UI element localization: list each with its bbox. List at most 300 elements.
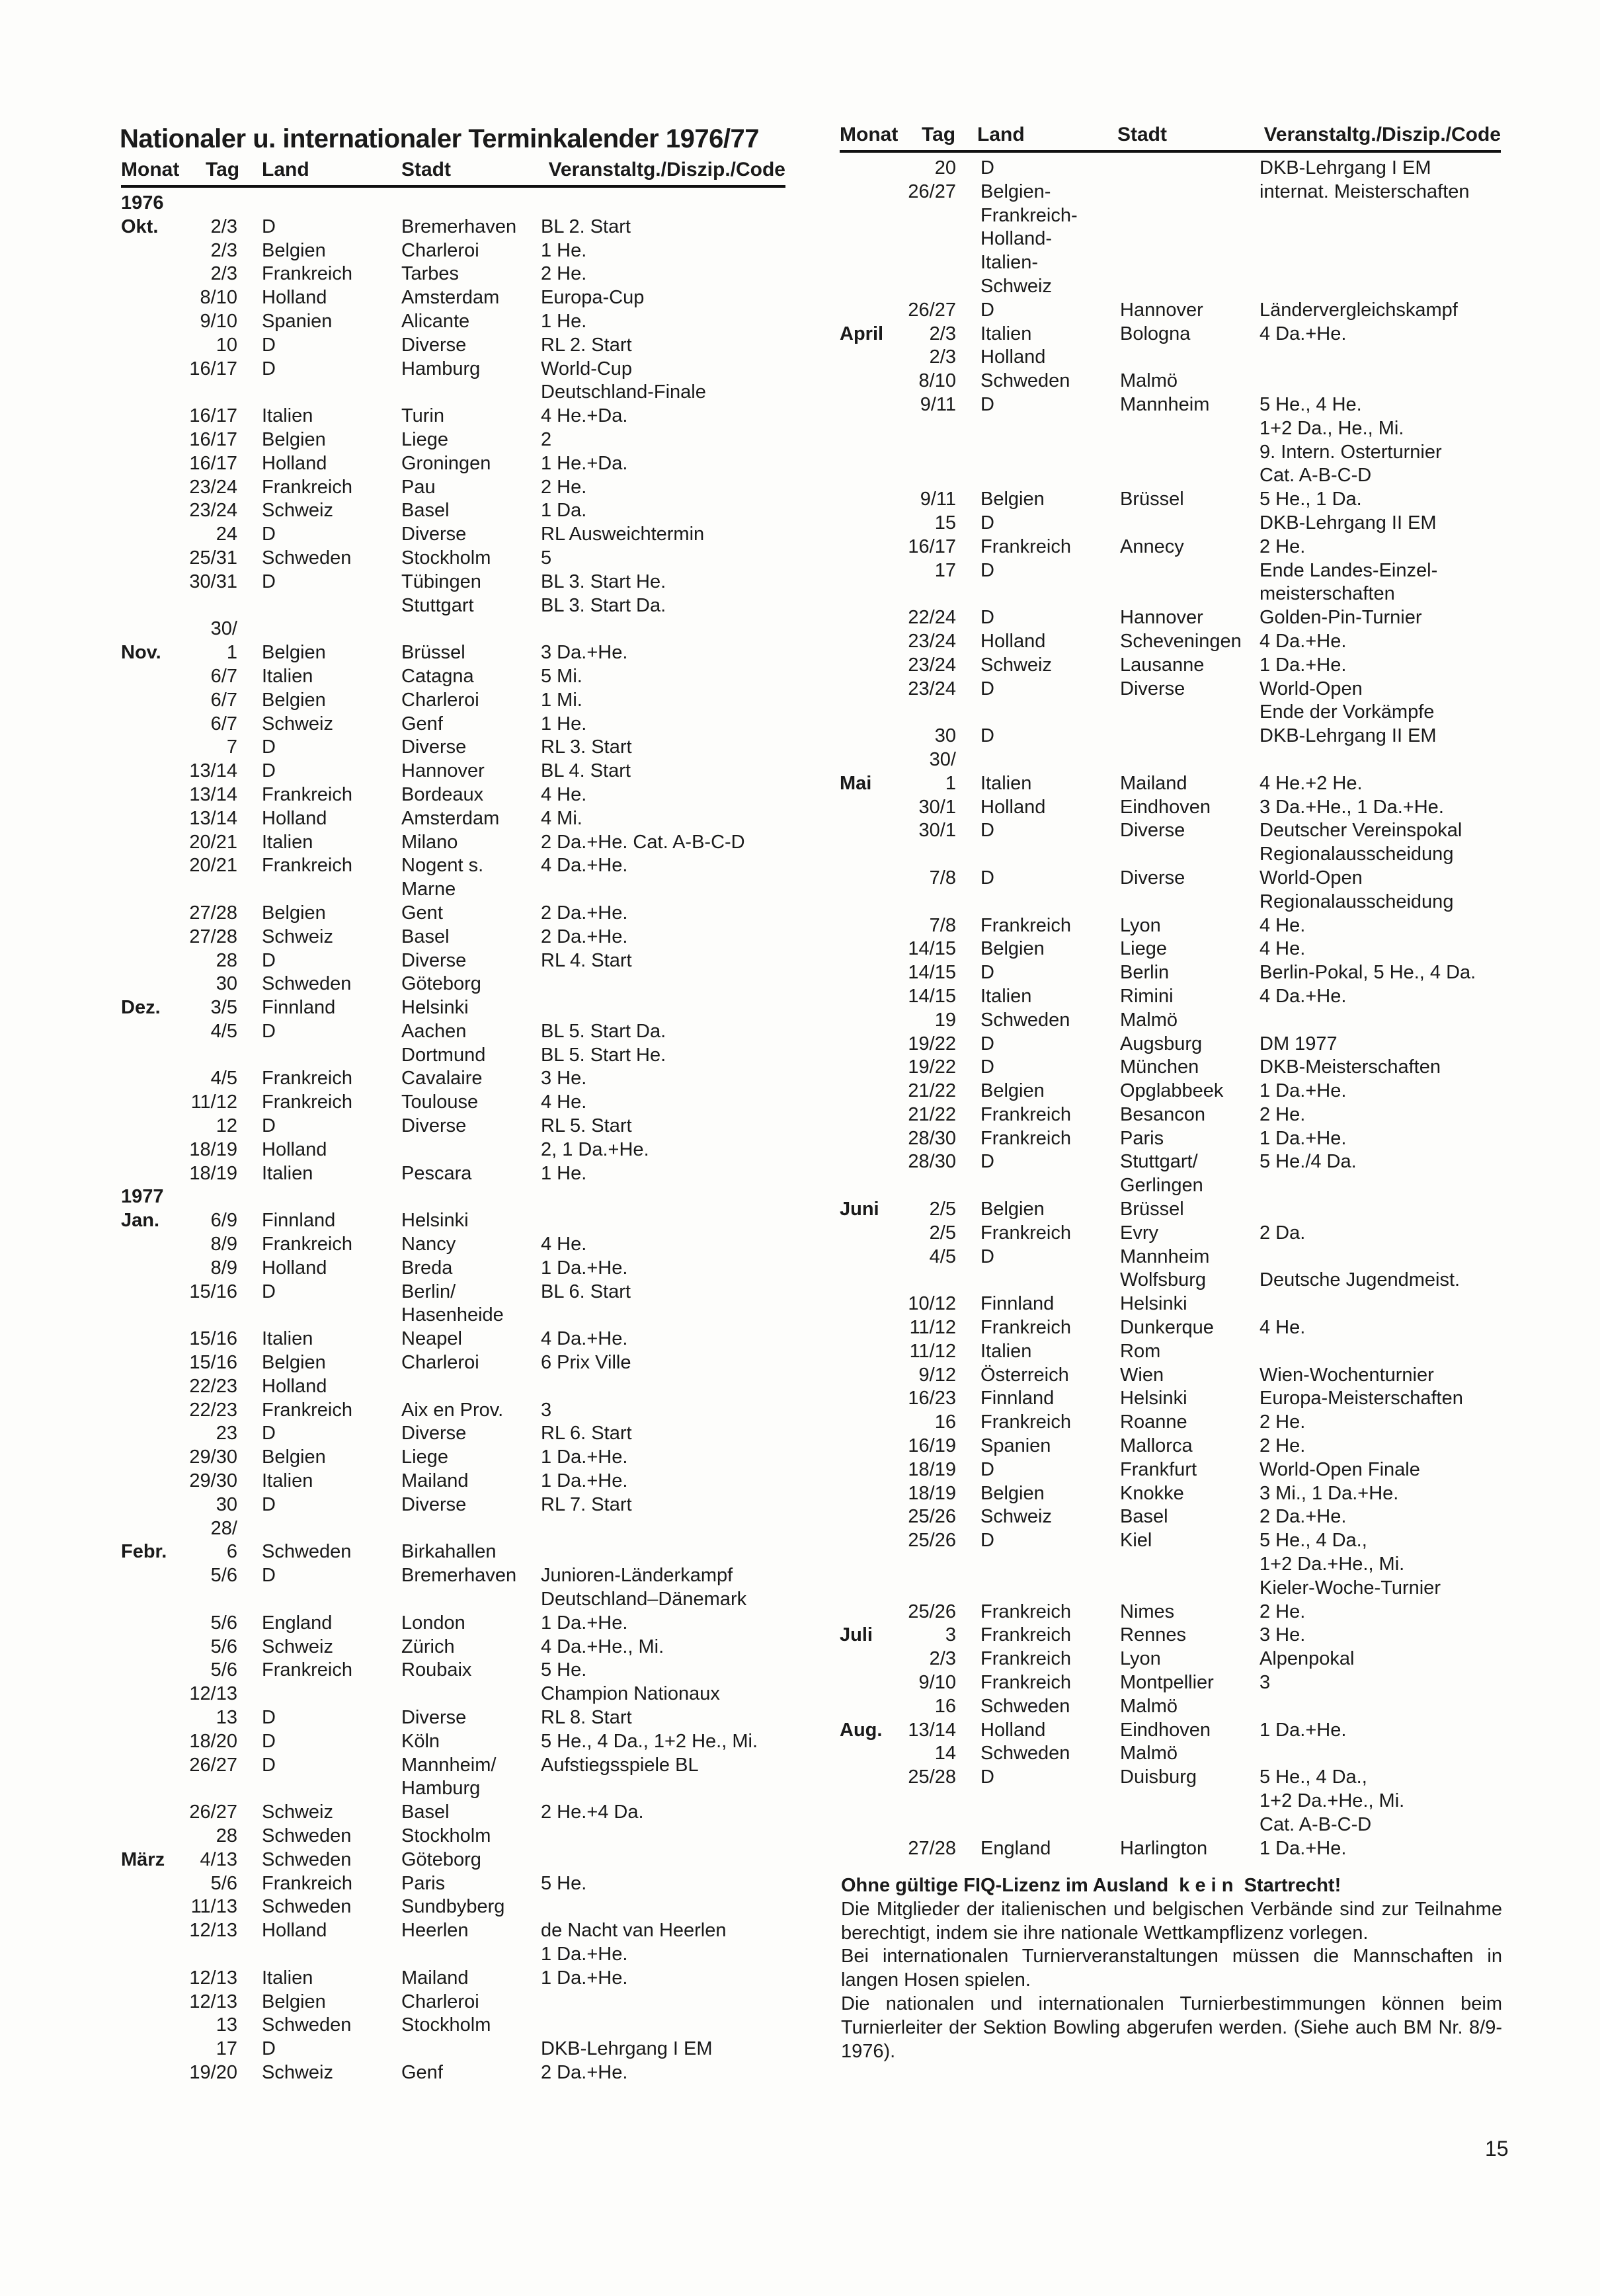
cell-veranst: de Nacht van Heerlen 1 Da.+He.	[541, 1920, 727, 1965]
calendar-row	[121, 192, 785, 216]
cell-veranst: DKB-Lehrgang II EM	[1260, 725, 1437, 747]
cell-veranst: 4 He.	[541, 1234, 587, 1255]
cell-land: Frankreich	[980, 1672, 1071, 1694]
cell-veranst: 5 Mi.	[541, 665, 582, 687]
cell-stadt: Knokke	[1120, 1482, 1184, 1504]
cell-stadt: München	[1120, 1056, 1199, 1078]
cell-tag: 4/5	[929, 1246, 956, 1267]
cell-veranst: 3	[541, 1399, 552, 1421]
cell-tag: 6/9	[210, 1210, 237, 1232]
cell-land: Schweiz	[980, 654, 1052, 676]
cell-tag: 19/20	[189, 2061, 237, 2083]
calendar-row	[121, 1754, 785, 1801]
cell-tag: 1	[226, 642, 237, 664]
cell-stadt: Liege	[401, 1446, 448, 1468]
cell-stadt: Bologna	[1120, 323, 1191, 344]
calendar-row	[840, 1340, 1501, 1364]
cell-stadt: Montpellier	[1120, 1672, 1214, 1694]
cell-stadt: Besancon	[1120, 1103, 1205, 1125]
cell-land: Belgien	[262, 902, 326, 924]
calendar-row	[840, 748, 1501, 772]
cell-stadt: Aachen Dortmund	[401, 1020, 486, 1066]
cell-veranst: 4 Da.+He.	[1260, 323, 1347, 344]
cell-tag: 25/26	[908, 1601, 956, 1622]
cell-veranst: Alpenpokal	[1260, 1648, 1355, 1670]
cell-land: D	[262, 1115, 276, 1137]
calendar-row	[840, 725, 1501, 748]
cell-veranst: Europa-Cup	[541, 287, 645, 309]
cell-veranst: 2 He.	[1260, 1435, 1306, 1457]
cell-stadt: Lyon	[1120, 1648, 1161, 1670]
cell-veranst: 2 He.	[1260, 535, 1306, 557]
cell-tag: 27/28	[908, 1837, 956, 1859]
calendar-row	[121, 2061, 785, 2085]
cell-land: Schweden	[262, 1896, 352, 1918]
cell-tag: 3/5	[210, 997, 237, 1019]
cell-monat: April	[840, 323, 884, 344]
calendar-row	[121, 1162, 785, 1186]
cell-tag: 13/14	[189, 807, 237, 829]
cell-stadt: Mannheim Wolfsburg	[1120, 1246, 1210, 1291]
cell-veranst: RL 7. Start	[541, 1493, 632, 1515]
calendar-row	[840, 157, 1501, 180]
cell-land: Schweiz	[262, 713, 333, 734]
cell-veranst: RL Ausweichtermin	[541, 524, 705, 545]
cell-land: Belgien	[262, 1991, 326, 2012]
cell-monat: März	[121, 1848, 165, 1870]
cell-land: Holland	[262, 1920, 327, 1942]
cell-tag: 16/17	[908, 535, 956, 557]
cell-land: Holland	[262, 287, 327, 309]
cell-tag: 2/5	[929, 1199, 956, 1220]
cell-land: D	[980, 607, 994, 629]
calendar-row	[840, 1364, 1501, 1388]
cell-tag: 1	[945, 772, 956, 794]
cell-veranst: 1 Da.+He.	[541, 1612, 628, 1634]
cell-tag: 20/21	[189, 831, 237, 853]
cell-stadt: Sundbyberg	[401, 1896, 505, 1918]
calendar-row	[121, 1091, 785, 1115]
cell-land: Holland	[262, 1375, 327, 1397]
cell-land: D	[980, 678, 994, 699]
cell-land: D	[262, 1281, 276, 1302]
calendar-row	[121, 1115, 785, 1138]
cell-tag: 23/24	[908, 630, 956, 652]
header-veranst: Veranstaltg./Diszip./Code	[1263, 124, 1501, 145]
cell-tag: 25/26	[908, 1530, 956, 1552]
calendar-row	[840, 819, 1501, 867]
cell-land: D	[262, 1754, 276, 1776]
cell-veranst: RL 6. Start	[541, 1423, 632, 1445]
cell-stadt: Bremerhaven	[401, 216, 517, 237]
cell-stadt: Brüssel	[1120, 489, 1184, 510]
cell-stadt: Cavalaire	[401, 1068, 483, 1089]
calendar-row	[121, 334, 785, 358]
cell-veranst: Aufstiegsspiele BL	[541, 1754, 699, 1776]
cell-tag: 10	[216, 334, 237, 356]
calendar-row	[840, 512, 1501, 535]
calendar-row	[840, 1601, 1501, 1624]
cell-veranst: 4 He.	[1260, 914, 1306, 936]
calendar-row	[121, 926, 785, 949]
cell-tag: 17	[934, 559, 956, 581]
cell-tag: 28/30	[908, 1151, 956, 1173]
cell-stadt: Mailand	[401, 1967, 469, 1989]
cell-veranst: 5 He./4 Da.	[1260, 1151, 1357, 1173]
calendar-row	[121, 1493, 785, 1517]
calendar-row	[840, 1671, 1501, 1695]
calendar-row	[121, 1517, 785, 1541]
cell-veranst: 1 Da.+He.	[541, 1257, 628, 1279]
cell-veranst: 2 Da.	[1260, 1222, 1306, 1244]
cell-veranst: 4 He.	[1260, 1317, 1306, 1339]
cell-veranst: RL 8. Start	[541, 1707, 632, 1728]
cell-tag: 25/31	[189, 547, 237, 569]
cell-veranst: BL 4. Start	[541, 760, 631, 782]
cell-land: Schweden	[262, 1825, 352, 1846]
cell-tag: 18/19	[908, 1482, 956, 1504]
cell-land: Frankreich	[262, 1399, 352, 1421]
calendar-row	[121, 452, 785, 476]
cell-stadt: Hannover	[401, 760, 485, 782]
cell-tag: 25/28	[908, 1766, 956, 1788]
cell-land: Holland	[980, 1719, 1046, 1741]
cell-land: Finnland	[980, 1293, 1055, 1315]
cell-monat: 1976	[121, 192, 164, 214]
cell-tag: 26/27	[908, 180, 956, 202]
cell-stadt: Nogent s. Marne	[401, 855, 484, 900]
calendar-row	[121, 1895, 785, 1919]
cell-stadt: Frankfurt	[1120, 1458, 1197, 1480]
cell-tag: 30	[216, 1493, 237, 1515]
cell-tag: 8/10	[200, 287, 237, 309]
cell-stadt: Köln	[401, 1730, 440, 1752]
cell-stadt: Diverse	[1120, 867, 1185, 889]
cell-land: Belgien	[980, 938, 1045, 960]
cell-stadt: Lausanne	[1120, 654, 1205, 676]
cell-land: D	[262, 1565, 276, 1587]
cell-stadt: Diverse	[401, 1115, 467, 1137]
cell-land: Italien	[980, 1340, 1032, 1362]
cell-land: Italien	[262, 1162, 313, 1184]
cell-stadt: Wien	[1120, 1364, 1164, 1386]
calendar-row	[840, 654, 1501, 678]
cell-stadt: Liege	[401, 428, 448, 450]
cell-stadt: Heerlen	[401, 1920, 469, 1942]
cell-veranst: 2 Da.+He.	[541, 2061, 628, 2083]
cell-veranst: 1 Da.+He.	[541, 1967, 628, 1989]
cell-veranst: 2 He.	[541, 263, 587, 285]
cell-land: Schweden	[262, 1848, 352, 1870]
calendar-row	[121, 2014, 785, 2038]
calendar-row	[121, 1233, 785, 1257]
cell-tag: 16	[934, 1411, 956, 1433]
cell-tag: 19/22	[908, 1056, 956, 1078]
cell-land: Holland	[980, 630, 1046, 652]
cell-tag: 13/14	[908, 1719, 956, 1741]
calendar-row	[121, 1682, 785, 1706]
cell-veranst: 1 He.	[541, 1162, 587, 1184]
calendar-row	[121, 972, 785, 996]
cell-stadt: Tarbes	[401, 263, 460, 285]
cell-stadt: Paris	[1120, 1127, 1164, 1149]
cell-stadt: Lyon	[1120, 914, 1161, 936]
cell-stadt: Amsterdam	[401, 287, 500, 309]
cell-tag: 15/16	[189, 1281, 237, 1302]
cell-stadt: Bremerhaven	[401, 1565, 517, 1587]
calendar-row	[840, 1009, 1501, 1033]
calendar-row	[121, 1067, 785, 1091]
cell-land: England	[980, 1837, 1051, 1859]
cell-tag: 4/13	[200, 1848, 237, 1870]
cell-tag: 20	[934, 157, 956, 178]
calendar-row	[121, 1540, 785, 1564]
cell-tag: 30/31	[189, 571, 237, 592]
calendar-row	[840, 299, 1501, 323]
page-number: 15	[1485, 2137, 1509, 2160]
cell-tag: 30	[216, 973, 237, 995]
notes-paragraph: Bei internationalen Turnierveranstaltungen müssen die Mannschaften in langen Hosen spielen.	[841, 1946, 1502, 1991]
cell-land: Frankreich	[980, 914, 1071, 936]
calendar-row	[840, 1292, 1501, 1316]
calendar-row	[840, 1435, 1501, 1458]
cell-stadt: Turin	[401, 405, 444, 427]
calendar-row	[121, 831, 785, 855]
cell-land: Italien	[262, 665, 313, 687]
cell-veranst: 4 Mi.	[541, 807, 582, 829]
calendar-row	[840, 1837, 1501, 1861]
cell-veranst: World-Open Finale	[1260, 1458, 1420, 1480]
cell-land: Holland	[262, 1257, 327, 1279]
cell-veranst: 1 Da.+He.	[1260, 1719, 1347, 1741]
cell-stadt: Genf	[401, 2061, 443, 2083]
calendar-row	[121, 689, 785, 713]
cell-tag: 16/17	[189, 452, 237, 474]
cell-stadt: Rennes	[1120, 1624, 1186, 1646]
cell-veranst: Deutscher Vereinspokal Regionalausscheidung	[1260, 820, 1462, 865]
cell-land: D	[980, 393, 994, 415]
cell-land: D	[262, 1020, 276, 1042]
cell-stadt: Diverse	[401, 524, 467, 545]
cell-land: Belgien	[980, 489, 1045, 510]
calendar-row	[121, 428, 785, 452]
cell-land: Belgien	[262, 428, 326, 450]
table-header-left	[121, 159, 785, 188]
cell-land: D	[262, 216, 276, 237]
cell-land: Belgien	[980, 1199, 1045, 1220]
cell-veranst: DKB-Lehrgang II EM	[1260, 512, 1437, 534]
cell-land: Italien	[262, 1328, 313, 1350]
cell-land: Italien	[262, 1470, 313, 1492]
cell-veranst: 2, 1 Da.+He.	[541, 1138, 649, 1160]
cell-land: England	[262, 1612, 333, 1634]
cell-tag: 13	[216, 1707, 237, 1728]
cell-tag: 18/19	[908, 1458, 956, 1480]
cell-stadt: Eindhoven	[1120, 796, 1211, 818]
cell-tag: 13	[216, 2014, 237, 2036]
cell-tag: 30/	[929, 748, 956, 770]
calendar-row	[121, 216, 785, 239]
cell-tag: 6/7	[210, 665, 237, 687]
calendar-row	[121, 617, 785, 641]
cell-veranst: DKB-Lehrgang I EM	[541, 2038, 713, 2060]
cell-veranst: RL 5. Start	[541, 1115, 632, 1137]
cell-veranst: 1 Da.+He.	[1260, 1080, 1347, 1102]
calendar-row	[121, 1138, 785, 1162]
cell-tag: 29/30	[189, 1470, 237, 1492]
cell-tag: 5/6	[210, 1565, 237, 1587]
cell-veranst: 1 Da.+He.	[1260, 1127, 1347, 1149]
cell-tag: 28	[216, 1825, 237, 1846]
calendar-row	[121, 902, 785, 926]
cell-tag: 14/15	[908, 938, 956, 960]
calendar-row	[121, 476, 785, 500]
cell-tag: 25/26	[908, 1506, 956, 1528]
cell-land: Schweiz	[262, 1801, 333, 1823]
calendar-row	[840, 1647, 1501, 1671]
cell-stadt: Kiel	[1120, 1530, 1152, 1552]
cell-tag: 22/23	[189, 1399, 237, 1421]
cell-veranst: 2 Da.+He.	[541, 902, 628, 924]
cell-veranst: World-Open Regionalausscheidung	[1260, 867, 1454, 912]
cell-tag: 2/3	[210, 239, 237, 261]
cell-land: Schweiz	[980, 1506, 1052, 1528]
header-monat: Monat	[840, 124, 899, 145]
calendar-row	[121, 262, 785, 286]
cell-tag: 9/11	[920, 393, 956, 415]
cell-veranst: 3 He.	[1260, 1624, 1306, 1646]
cell-land: D	[980, 157, 994, 178]
calendar-row	[121, 1636, 785, 1659]
calendar-row	[121, 783, 785, 807]
header-tag: Tag	[922, 124, 956, 145]
calendar-row	[121, 1659, 785, 1682]
cell-land: Spanien	[980, 1435, 1051, 1457]
cell-veranst: 4 He.	[541, 1091, 587, 1113]
cell-stadt: Mailand	[1120, 772, 1187, 794]
cell-stadt: Diverse	[401, 949, 467, 971]
cell-land: D	[262, 1730, 276, 1752]
cell-tag: 2/5	[929, 1222, 956, 1244]
cell-veranst: RL 3. Start	[541, 736, 632, 758]
calendar-row	[121, 1825, 785, 1848]
calendar-row	[121, 1872, 785, 1896]
cell-tag: 23	[216, 1423, 237, 1445]
calendar-row	[121, 854, 785, 902]
header-tag: Tag	[206, 159, 240, 180]
cell-stadt: Annecy	[1120, 535, 1184, 557]
header-veranst: Veranstaltg./Diszip./Code	[548, 159, 785, 180]
cell-stadt: Tübingen Stuttgart	[401, 571, 481, 616]
cell-stadt: Hannover	[1120, 607, 1203, 629]
cell-tag: 2/3	[210, 263, 237, 285]
cell-stadt: Brüssel	[401, 642, 465, 664]
cell-land: D	[262, 1707, 276, 1728]
cell-land: D	[262, 736, 276, 758]
calendar-row	[840, 1033, 1501, 1056]
cell-stadt: Aix en Prov.	[401, 1399, 504, 1421]
cell-stadt: Diverse	[1120, 820, 1185, 842]
cell-stadt: Göteborg	[401, 1848, 481, 1870]
cell-tag: 20/21	[189, 855, 237, 877]
cell-veranst: World-Open Ende der Vorkämpfe	[1260, 678, 1435, 723]
cell-land: D	[262, 571, 276, 592]
cell-tag: 16/23	[908, 1388, 956, 1409]
cell-veranst: 3 Mi., 1 Da.+He.	[1260, 1482, 1399, 1504]
calendar-row	[840, 630, 1501, 654]
header-stadt: Stadt	[1117, 124, 1167, 145]
calendar-row	[121, 665, 785, 689]
cell-stadt: Birkahallen	[401, 1541, 497, 1563]
calendar-row	[121, 1919, 785, 1967]
calendar-row	[840, 867, 1501, 914]
cell-stadt: Charleroi	[401, 1991, 479, 2012]
cell-tag: 15/16	[189, 1328, 237, 1350]
cell-stadt: Stuttgart/ Gerlingen	[1120, 1151, 1203, 1197]
cell-veranst: 4 Da.+He.	[541, 855, 628, 877]
cell-land: D	[262, 760, 276, 782]
cell-tag: 23/24	[189, 476, 237, 498]
cell-land: Schweiz	[262, 500, 333, 522]
cell-veranst: World-Cup Deutschland-Finale	[541, 358, 706, 403]
calendar-row	[840, 1529, 1501, 1600]
cell-veranst: 1 Da.+He.	[541, 1446, 628, 1468]
calendar-row	[840, 1742, 1501, 1766]
cell-land: Italien	[262, 405, 313, 427]
cell-land: Belgien	[262, 239, 326, 261]
cell-stadt: Groningen	[401, 452, 491, 474]
calendar-row	[840, 559, 1501, 607]
header-monat: Monat	[121, 159, 180, 180]
cell-land: Schweden	[262, 547, 352, 569]
cell-stadt: Diverse	[1120, 678, 1185, 699]
cell-land: Frankreich	[262, 476, 352, 498]
cell-monat: Okt.	[121, 216, 159, 237]
calendar-row	[840, 1080, 1501, 1103]
cell-stadt: Berlin/ Hasenheide	[401, 1281, 504, 1326]
cell-land: Frankreich	[980, 1624, 1071, 1646]
calendar-row	[121, 1564, 785, 1612]
cell-veranst: 1 He.	[541, 713, 587, 734]
cell-tag: 19	[934, 1009, 956, 1031]
notes-paragraph: Die Mitglieder der italienischen und belgischen Verbände sind zur Teilnahme berechtigt, indem sie ihre nationale Wettkampflizenz vorlegen.	[841, 1898, 1502, 1944]
cell-land: Italien	[262, 831, 313, 853]
cell-tag: 29/30	[189, 1446, 237, 1468]
cell-tag: 2/3	[929, 323, 956, 344]
calendar-row	[121, 1991, 785, 2014]
cell-stadt: Breda	[401, 1257, 453, 1279]
cell-veranst: 2 He.	[541, 476, 587, 498]
cell-tag: 5/6	[210, 1612, 237, 1634]
calendar-row	[121, 1470, 785, 1493]
calendar-row	[121, 713, 785, 736]
calendar-row	[121, 1351, 785, 1375]
cell-veranst: 5 He.	[541, 1872, 587, 1894]
cell-tag: 11/12	[909, 1317, 956, 1339]
calendar-row	[121, 1375, 785, 1399]
cell-land: Belgien	[980, 1080, 1045, 1102]
cell-veranst: 4 Da.+He.	[1260, 985, 1347, 1007]
cell-veranst: 5	[541, 547, 552, 569]
cell-tag: 2/3	[929, 1648, 956, 1670]
cell-land: Finnland	[262, 997, 336, 1019]
cell-land: D	[980, 559, 994, 581]
cell-land: Finnland	[262, 1210, 336, 1232]
calendar-row	[121, 1257, 785, 1281]
cell-veranst: 4 Da.+He., Mi.	[541, 1636, 664, 1657]
cell-stadt: Basel	[401, 1801, 450, 1823]
cell-tag: 5/6	[210, 1872, 237, 1894]
